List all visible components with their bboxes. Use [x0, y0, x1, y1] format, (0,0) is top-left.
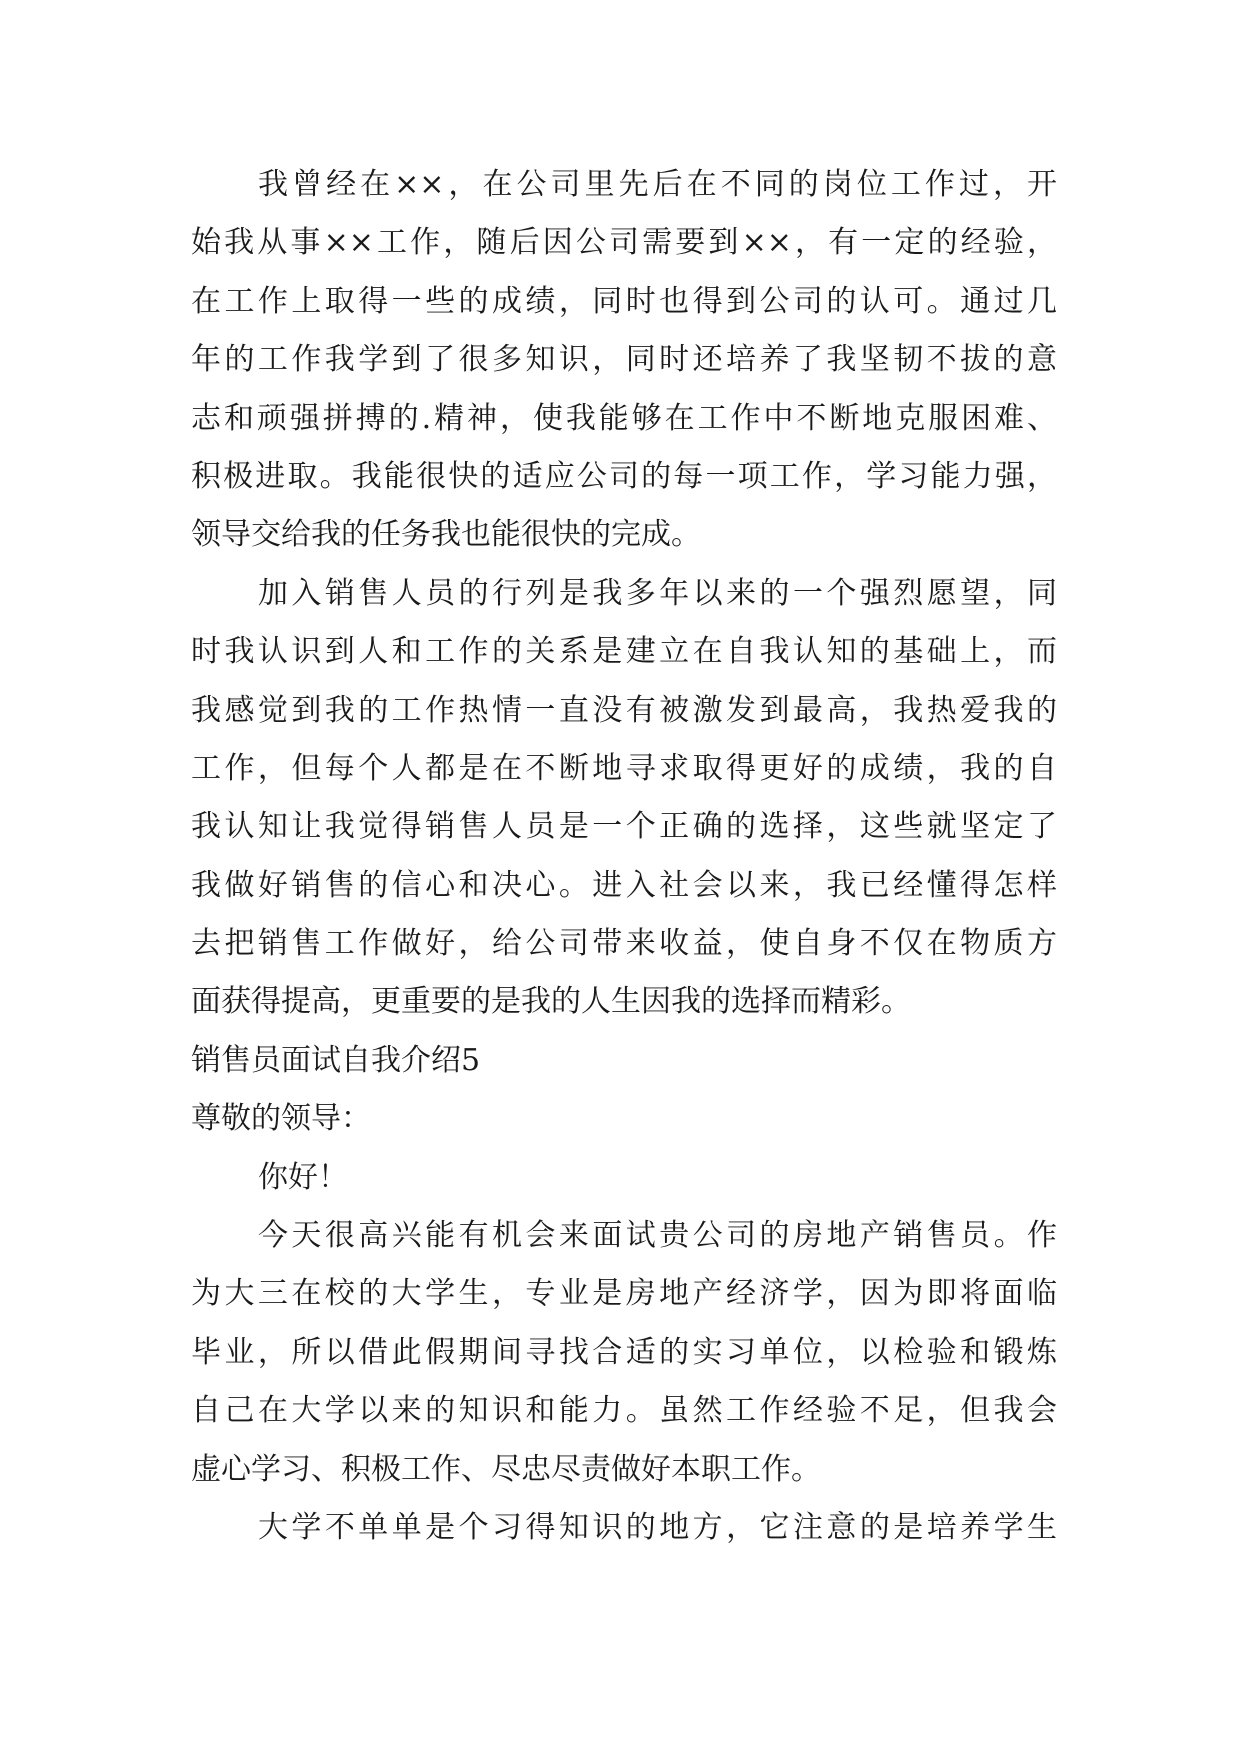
paragraph-line: 在工作上取得一些的成绩，同时也得到公司的认可。通过几	[191, 283, 1057, 319]
paragraph-line: 毕业，所以借此假期间寻找合适的实习单位，以检验和锻炼	[191, 1334, 1057, 1370]
paragraph-line: 今天很高兴能有机会来面试贵公司的房地产销售员。作	[258, 1218, 1057, 1254]
paragraph-line: 大学不单单是个习得知识的地方，它注意的是培养学生	[258, 1509, 1057, 1545]
document-body	[191, 156, 1057, 1557]
paragraph-line: 志和顽强拼搏的.精神，使我能够在工作中不断地克服困难、	[191, 400, 1057, 436]
paragraph-line: 始我从事××工作，随后因公司需要到××，有一定的经验，	[191, 225, 1057, 261]
paragraph-line: 积极进取。我能很快的适应公司的每一项工作，学习能力强，	[191, 458, 1057, 494]
paragraph-line: 我做好销售的信心和决心。进入社会以来，我已经懂得怎样	[191, 867, 1057, 903]
paragraph-line: 领导交给我的任务我也能很快的完成。	[191, 517, 701, 553]
salutation: 尊敬的领导：	[191, 1101, 371, 1137]
paragraph-line: 我认知让我觉得销售人员是一个正确的选择，这些就坚定了	[191, 809, 1057, 845]
paragraph-line: 面获得提高，更重要的是我的人生因我的选择而精彩。	[191, 984, 911, 1020]
paragraph-line: 自己在大学以来的知识和能力。虽然工作经验不足，但我会	[191, 1393, 1057, 1429]
paragraph	[191, 1499, 1057, 1557]
greeting: 你好！	[258, 1159, 348, 1195]
paragraph-line: 我曾经在××，在公司里先后在不同的岗位工作过，开	[258, 167, 1057, 202]
paragraph	[191, 1207, 1057, 1499]
paragraph-line: 年的工作我学到了很多知识，同时还培养了我坚韧不拔的意	[191, 342, 1057, 378]
paragraph-line: 加入销售人员的行列是我多年以来的一个强烈愿望，同	[258, 575, 1057, 611]
paragraph	[191, 156, 1057, 565]
paragraph-line: 虚心学习、积极工作、尽忠尽责做好本职工作。	[191, 1451, 821, 1487]
section-heading: 销售员面试自我介绍5	[191, 1042, 481, 1078]
paragraph	[191, 565, 1057, 1032]
paragraph-line: 时我认识到人和工作的关系是建立在自我认知的基础上，而	[191, 634, 1057, 670]
paragraph-line: 我感觉到我的工作热情一直没有被激发到最高，我热爱我的	[191, 692, 1057, 728]
paragraph-line: 去把销售工作做好，给公司带来收益，使自身不仅在物质方	[191, 926, 1057, 962]
paragraph-line: 工作，但每个人都是在不断地寻求取得更好的成绩，我的自	[191, 750, 1057, 786]
paragraph-line: 为大三在校的大学生，专业是房地产经济学，因为即将面临	[191, 1276, 1057, 1312]
